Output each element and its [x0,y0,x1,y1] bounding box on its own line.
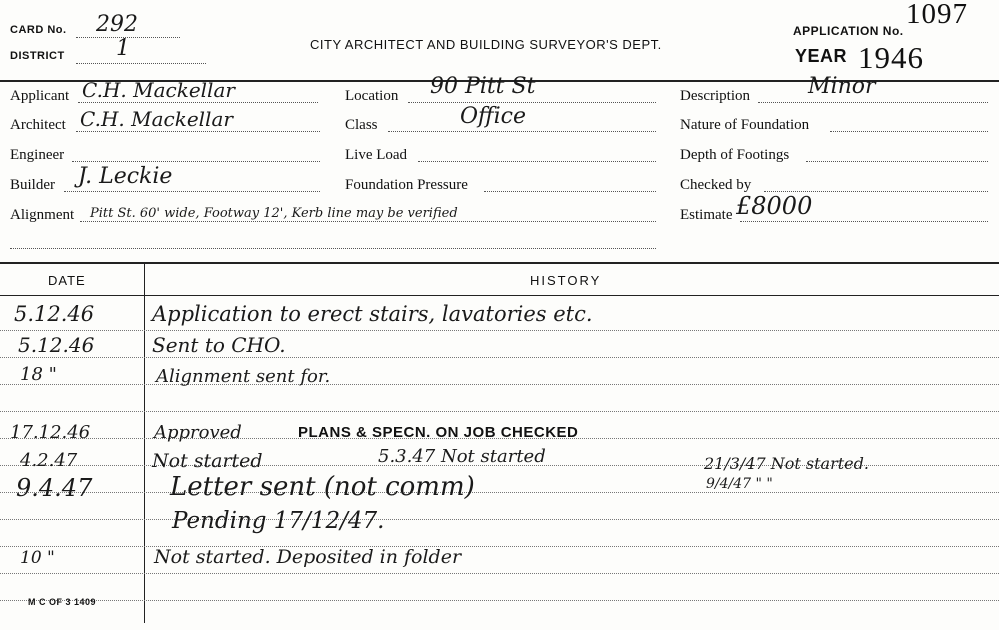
history-entry: Approved [154,422,242,443]
approval-stamp: PLANS & SPECN. ON JOB CHECKED [298,424,579,441]
class-label: Class [345,117,378,133]
history-date: 5.12.46 [18,333,95,357]
history-entry-3: 21/3/47 Not started. [704,454,869,473]
architect-line [76,131,320,132]
history-entry-3: 9/4/47 " " [706,476,773,492]
depth-of-footings-line [806,161,988,162]
nature-of-foundation-line [830,131,988,132]
live-load-label: Live Load [345,147,408,163]
history-column-divider [144,263,145,623]
history-line [0,600,999,601]
history-line [0,519,999,520]
alignment-label: Alignment [10,207,75,223]
history-line [0,546,999,547]
estimate-label: Estimate [680,207,733,223]
history-header-rule [0,295,999,296]
history-date: 9.4.47 [16,474,93,502]
engineer-label: Engineer [10,147,65,163]
applicant-label: Applicant [10,88,70,104]
history-top-rule [0,262,999,264]
history-entry: Pending 17/12/47. [172,508,385,534]
architect-label: Architect [10,117,66,133]
architect-value: C.H. Mackellar [80,107,233,131]
location-label: Location [345,88,399,104]
builder-value: J. Leckie [78,164,173,189]
location-value: 90 Pitt St [430,74,536,99]
applicant-line [78,102,318,103]
year-value: 1946 [858,40,924,75]
history-line [0,573,999,574]
application-no-value: 1097 [906,0,968,30]
history-date: 17.12.46 [10,422,91,443]
applicant-value: C.H. Mackellar [82,78,235,102]
nature-of-foundation-label: Nature of Foundation [680,117,810,133]
live-load-line [418,161,656,162]
engineer-line [72,161,320,162]
history-line [0,330,999,331]
application-no-label: APPLICATION No. [793,24,904,38]
builder-label: Builder [10,177,55,193]
foundation-pressure-line [484,191,656,192]
description-line [758,102,988,103]
estimate-line [740,221,988,222]
description-label: Description [680,88,750,104]
history-line [0,492,999,493]
date-column-header: DATE [48,273,86,288]
card-no-value: 292 [96,12,138,37]
history-entry: Application to erect stairs, lavatories etc. [152,302,593,326]
history-date: 10 " [20,548,55,568]
history-entry: Not started. Deposited in folder [154,546,462,568]
alignment-value: Pitt St. 60' wide, Footway 12', Kerb line may be verified [90,206,458,221]
history-entry: Alignment sent for. [156,366,331,387]
location-line [408,102,656,103]
form-code: M C OF 3 1409 [28,597,97,607]
history-entry-2: 5.3.47 Not started [378,446,546,467]
year-label: YEAR [795,46,848,66]
depth-of-footings-label: Depth of Footings [680,147,790,163]
district-line [76,63,206,64]
history-entry: Sent to CHO. [152,333,286,357]
card-no-label: CARD No. [10,24,67,36]
alignment-line-2 [10,248,656,249]
history-entry: Not started [152,450,263,472]
history-entry: Letter sent (not comm) [170,472,475,502]
district-value: 1 [116,36,130,61]
class-line [388,131,656,132]
history-date: 5.12.46 [14,302,95,326]
class-value: Office [460,104,526,129]
history-date: 18 " [20,364,57,385]
estimate-value: £8000 [736,192,813,220]
history-line [0,357,999,358]
district-label: DISTRICT [10,50,65,62]
history-column-header: HISTORY [530,273,602,288]
builder-line [64,191,320,192]
history-date: 4.2.47 [20,450,78,471]
checked-by-label: Checked by [680,177,752,193]
department-title: CITY ARCHITECT AND BUILDING SURVEYOR'S DEPT. [310,37,662,52]
history-line [0,384,999,385]
foundation-pressure-label: Foundation Pressure [345,177,468,193]
alignment-line [80,221,656,222]
description-value: Minor [808,74,876,99]
history-line [0,411,999,412]
